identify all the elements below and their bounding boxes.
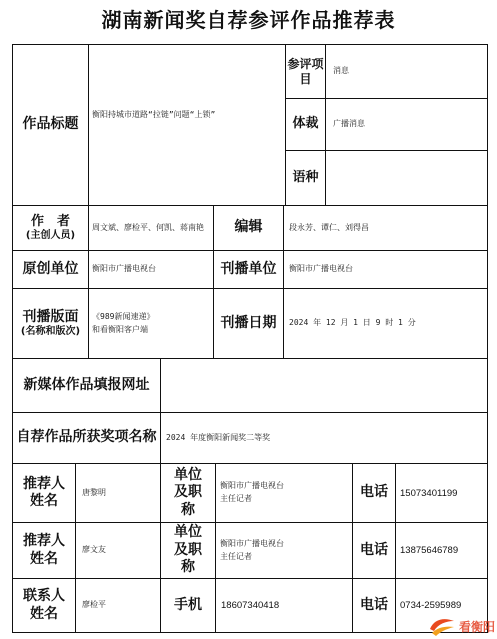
original-unit-value: 衡阳市广播电视台	[92, 264, 156, 274]
col-divider	[325, 44, 326, 205]
col-divider	[160, 358, 161, 463]
award-label: 自荐作品所获奖项名称	[16, 429, 157, 446]
watermark	[428, 615, 495, 637]
publish-section-label-sub: (名称和版次)	[20, 326, 81, 337]
contact-name: 廖检平	[82, 600, 106, 610]
recommender1-phone-label: 电话	[360, 484, 388, 501]
recommender1-name: 唐黎明	[82, 487, 106, 497]
language-value	[330, 151, 487, 205]
work-title-value: 衡阳持城市道路“拉链”问题“上锁”	[92, 109, 216, 119]
contact-phone-label: 电话	[360, 596, 388, 613]
authors-label	[13, 206, 88, 250]
recommender1-name-label: 推荐人姓名	[23, 475, 65, 509]
kanhengyang-logo-icon	[428, 615, 456, 637]
publish-section-line1: 《989新闻速递》	[92, 311, 155, 321]
col-divider	[215, 463, 216, 633]
col-divider	[283, 205, 284, 358]
category-label: 参评项目	[287, 56, 324, 86]
genre-label: 体裁	[292, 116, 319, 132]
recommender1-title-label: 单位及职称	[174, 466, 202, 518]
table-border-bottom	[12, 632, 488, 633]
recommender2-title	[217, 523, 352, 578]
award-value: 2024 年度衡阳新闻奖二等奖	[166, 432, 271, 442]
publish-section-label-main: 刊播版面	[22, 308, 79, 325]
publish-section-label	[13, 289, 88, 358]
recommender2-title-line1: 衡阳市广播电视台	[220, 538, 284, 548]
work-title-label: 作品标题	[22, 116, 79, 133]
genre-value: 广播消息	[333, 119, 365, 129]
recommender2-name-label: 推荐人姓名	[23, 533, 65, 567]
publish-unit-label: 刊播单位	[220, 260, 277, 277]
table-border-right	[487, 44, 488, 633]
publish-unit-value: 衡阳市广播电视台	[289, 264, 353, 274]
page-title: 湖南新闻奖自荐参评作品推荐表	[101, 8, 396, 32]
watermark-text: 看衡阳	[458, 619, 495, 634]
recommender1-title	[217, 464, 352, 522]
recommender2-phone-label: 电话	[360, 541, 388, 558]
recommender2-name: 廖文友	[82, 545, 106, 555]
col-divider	[75, 463, 76, 633]
new-media-url-label: 新媒体作品填报网址	[23, 376, 150, 393]
authors-label-main: 作 者	[30, 213, 70, 229]
editors-value: 段永芳、谭仁、刘得昌	[289, 222, 369, 232]
category-value: 消息	[333, 66, 349, 76]
contact-mobile-label: 手机	[174, 596, 202, 613]
contact-mobile: 18607340418	[221, 600, 280, 611]
recommender2-phone: 13875646789	[400, 545, 459, 556]
publish-date-value: 2024 年 12 月 1 日 9 时 1 分	[289, 318, 416, 328]
contact-name-label: 联系人姓名	[23, 588, 65, 622]
recommender1-title-line2: 主任记者	[220, 494, 252, 503]
recommender1-title-line1: 衡阳市广播电视台	[220, 481, 284, 491]
publish-section-line2: 和看衡阳客户端	[92, 324, 148, 334]
authors-value: 周文斌、廖检平、何凯、蒋南艳	[92, 222, 204, 232]
editors-label: 编辑	[234, 219, 263, 236]
language-label: 语种	[292, 169, 319, 185]
new-media-url-value	[163, 359, 487, 412]
publish-section-value	[89, 289, 213, 358]
original-unit-label: 原创单位	[22, 260, 79, 277]
recommender1-phone: 15073401199	[400, 487, 458, 499]
publish-date-label: 刊播日期	[220, 314, 277, 331]
recommender2-title-label: 单位及职称	[174, 524, 202, 576]
recommender2-title-line2: 主任记者	[220, 551, 252, 561]
contact-phone: 0734-2595989	[400, 600, 462, 611]
authors-label-sub: (主创人员)	[25, 229, 76, 241]
